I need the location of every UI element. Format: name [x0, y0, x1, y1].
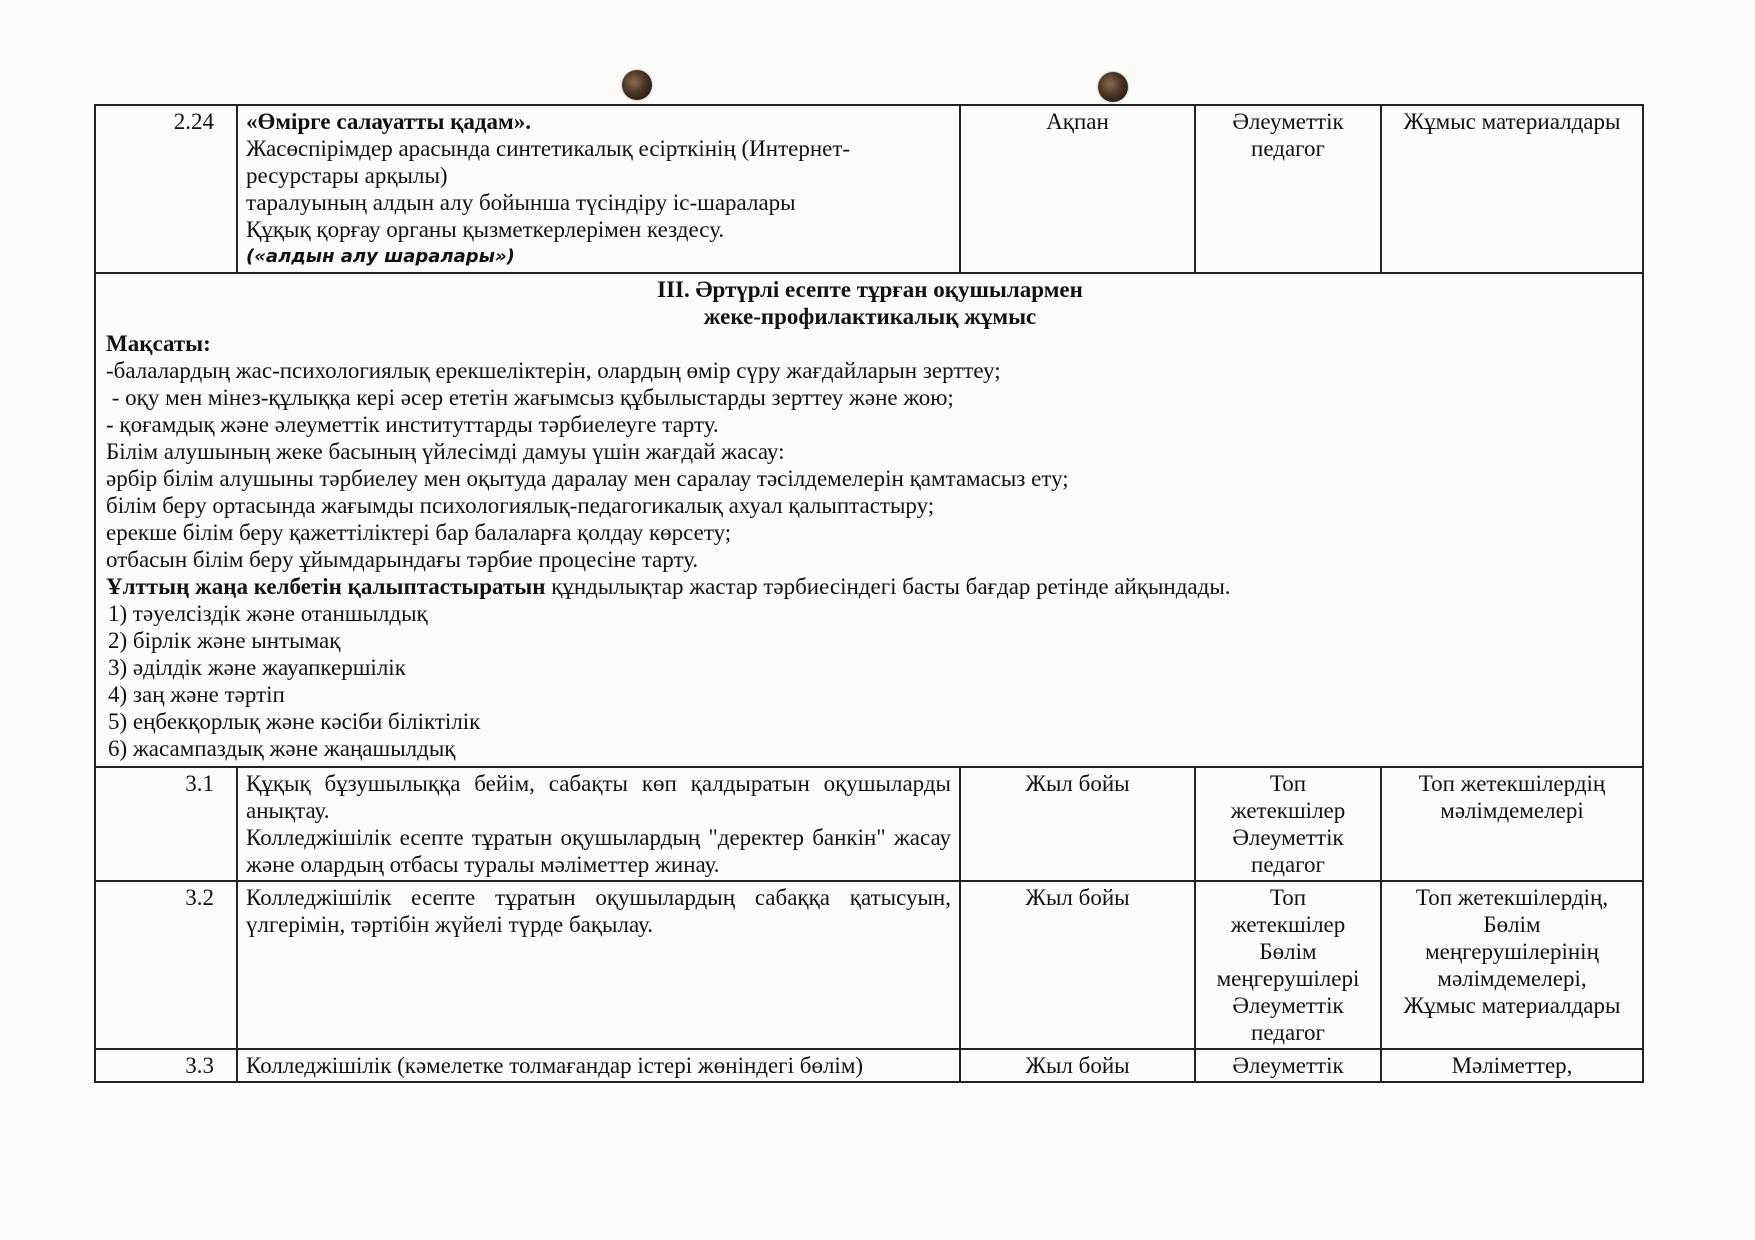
event-title: «Өмірге салауатты қадам». [246, 109, 531, 134]
responsible-line: меңгерушілері [1216, 966, 1360, 991]
report-line: Топ жетекшілердің [1418, 771, 1606, 796]
event-report [1381, 881, 1643, 1049]
report-line: меңгерушілерінің [1425, 939, 1599, 964]
event-report: Мәліметтер, [1381, 1049, 1643, 1082]
goals-label: Мақсаты: [106, 331, 211, 356]
table-row [95, 1049, 1643, 1082]
table-row [95, 881, 1643, 1049]
punch-hole-right [1098, 72, 1128, 102]
report-line: Жұмыс материалдары [1403, 993, 1621, 1018]
responsible-line: жетекшілер [1230, 912, 1346, 937]
values-list-item: 1) тәуелсіздік және отаншылдық [108, 601, 428, 626]
values-list-item: 6) жасампаздық және жаңашылдық [108, 736, 456, 761]
section-subtitle: жеке-профилактикалық жұмыс [703, 304, 1037, 329]
values-statement-bold: Ұлттың жаңа келбетін қалыптастыратын [106, 574, 546, 599]
values-statement [106, 573, 1634, 600]
event-responsible [1195, 767, 1381, 881]
values-list-item: 2) бірлік және ынтымақ [108, 628, 341, 653]
event-time: Ақпан [960, 105, 1195, 273]
plan-table [94, 104, 1644, 1083]
responsible-line: Бөлім [1259, 939, 1317, 964]
event-time: Жыл бойы [960, 881, 1195, 1049]
values-list-item: 3) әділдік және жауапкершілік [108, 655, 406, 680]
event-line: Құқық қорғау органы қызметкерлерімен кездесу. [246, 217, 725, 242]
goal-item: Білім алушының жеке басының үйлесімді дамуы үшін жағдай жасау: [106, 439, 785, 464]
goal-item: ерекше білім беру қажеттіліктері бар балаларға қолдау көрсету; [106, 520, 732, 545]
event-description [237, 767, 960, 881]
responsible-line: Әлеуметтік [1232, 993, 1344, 1018]
event-responsible: Әлеуметтік [1195, 1049, 1381, 1082]
section-3 [95, 273, 1643, 767]
punch-hole-left [622, 70, 652, 100]
responsible-line: педагог [1251, 852, 1325, 877]
row-number: 3.3 [95, 1049, 237, 1082]
event-report: Жұмыс материалдары [1381, 105, 1643, 273]
values-statement-rest: құндылықтар жастар тәрбиесіндегі басты бағдар ретінде айқындады. [545, 574, 1231, 599]
row-number: 3.2 [95, 881, 237, 1049]
table-row [95, 105, 1643, 273]
goal-item: - оқу мен мінез-құлыққа кері әсер ететін жағымсыз құбылыстарды зерттеу және жою; [106, 385, 954, 410]
event-line: Жасөспірімдер арасында синтетикалық есірткінің (Интернет- [246, 136, 851, 161]
report-line: мәлімдемелері, [1437, 966, 1587, 991]
row-number: 2.24 [95, 105, 237, 273]
event-responsible [1195, 881, 1381, 1049]
values-list-item: 5) еңбекқорлық және кәсіби біліктілік [108, 709, 481, 734]
event-line: Колледжішілік есепте тұратын оқушылардың "деректер банкін" жасау және олардың отбасы туралы мәліметтер жинау. [246, 825, 951, 877]
event-line: ресурстары арқылы) [246, 163, 448, 188]
responsible-line: Топ [1269, 771, 1307, 796]
responsible-line: педагог [1251, 1020, 1325, 1045]
row-number: 3.1 [95, 767, 237, 881]
event-description [237, 105, 960, 273]
event-report [1381, 767, 1643, 881]
goal-item: әрбір білім алушыны тәрбиелеу мен оқытуда даралау мен саралау тәсілдемелерін қамтамасыз ету; [106, 466, 1069, 491]
goal-item: - қоғамдық және әлеуметтік институттарды тәрбиелеуге тарту. [106, 412, 719, 437]
report-line: Бөлім [1483, 912, 1541, 937]
report-line: мәлімдемелері [1440, 798, 1584, 823]
responsible-line: Топ [1269, 885, 1307, 910]
table-row [95, 767, 1643, 881]
event-description: Колледжішілік есепте тұратын оқушылардың сабаққа қатысуын, үлгерімін, тәртібін жүйелі түрде бақылау. [237, 881, 960, 1049]
section-title: ІІІ. Әртүрлі есепте тұрған оқушылармен [657, 277, 1083, 302]
event-responsible: Әлеуметтік педагог [1195, 105, 1381, 273]
responsible-line: Әлеуметтік [1232, 825, 1344, 850]
event-time: Жыл бойы [960, 767, 1195, 881]
event-time: Жыл бойы [960, 1049, 1195, 1082]
goal-item: -балалардың жас-психологиялық ерекшеліктерін, олардың өмір сүру жағдайларын зерттеу; [106, 358, 1001, 383]
event-description: Колледжішілік (кәмелетке толмағандар істері жөніндегі бөлім) [237, 1049, 960, 1082]
values-list [108, 600, 1634, 762]
responsible-line: жетекшілер [1230, 798, 1346, 823]
goal-item: отбасын білім беру ұйымдарындағы тәрбие процесіне тарту. [106, 547, 699, 572]
report-line: Топ жетекшілердің, [1415, 885, 1609, 910]
event-line: Құқық бұзушылыққа бейім, сабақты көп қалдыратын оқушыларды анықтау. [246, 771, 951, 823]
goal-item: білім беру ортасында жағымды психологиялық-педагогикалық ахуал қалыптастыру; [106, 493, 935, 518]
event-note: («алдын алу шаралары») [246, 246, 515, 267]
values-list-item: 4) заң және тәртіп [108, 682, 285, 707]
event-line: таралуының алдын алу бойынша түсіндіру іс-шаралары [246, 190, 796, 215]
section-row [95, 273, 1643, 767]
